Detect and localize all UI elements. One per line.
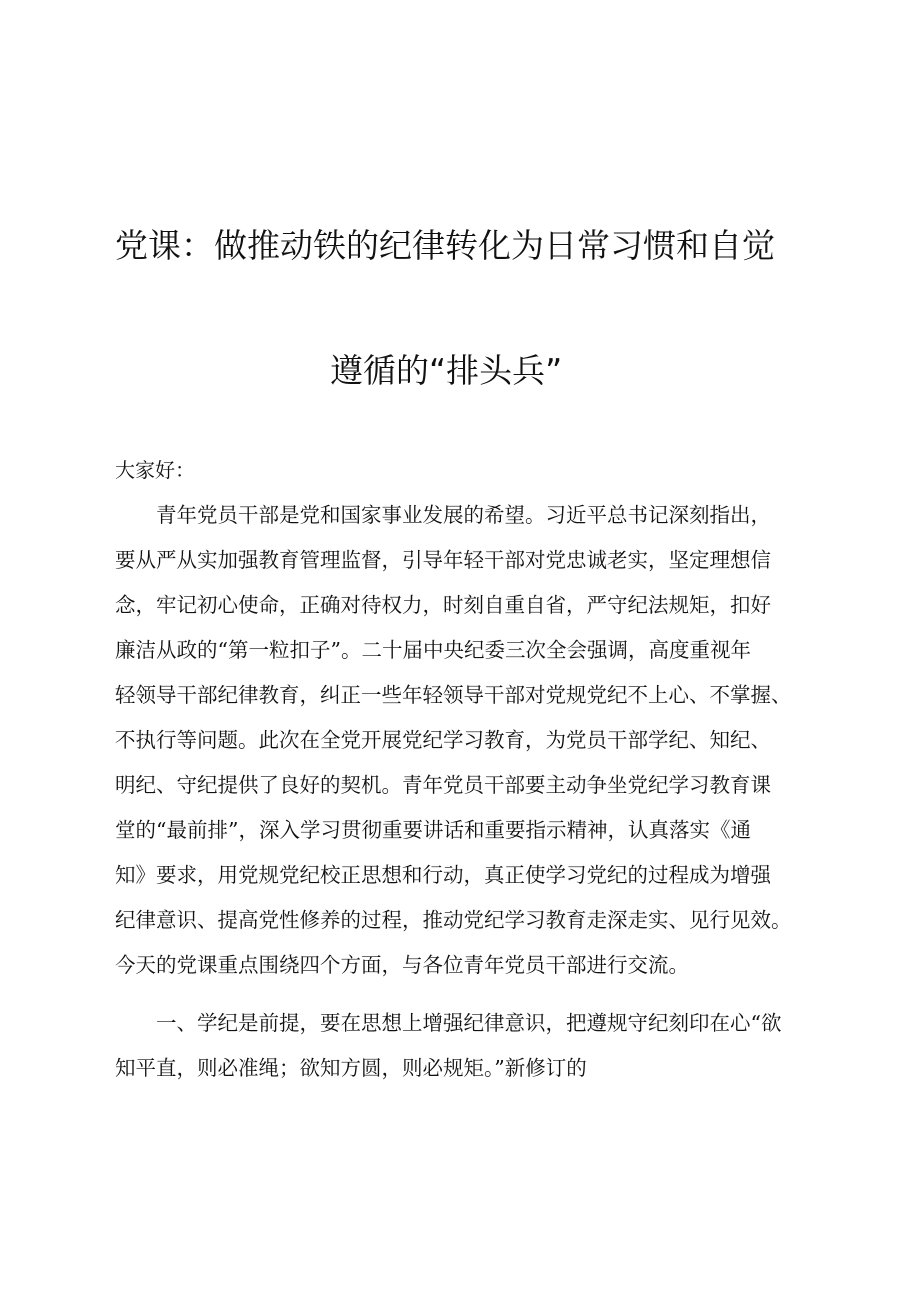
greeting-text: 大家好：	[115, 458, 195, 482]
paragraph-1-line: 纪律意识、提高党性修养的过程，推动党纪学习教育走深走实、见行见效。	[115, 908, 792, 932]
paragraph-1-line: 知》要求，用党规党纪校正思想和行动，真正使学习党纪的过程成为增强	[115, 863, 771, 887]
paragraph-1-line: 今天的党课重点围绕四个方面，与各位青年党员干部进行交流。	[115, 953, 689, 977]
paragraph-1-line: 廉洁从政的“第一粒扣子”。二十届中央纪委三次全会强调，高度重视年	[115, 638, 751, 662]
paragraph-1-line: 轻领导干部纪律教育，纠正一些年轻领导干部对党规党纪不上心、不掌握、	[115, 683, 792, 707]
document-title-line-1: 党课：做推动铁的纪律转化为日常习惯和自觉	[115, 226, 775, 265]
paragraph-1-line: 不执行等问题。此次在全党开展党纪学习教育，为党员干部学纪、知纪、	[115, 728, 771, 752]
paragraph-2-line: 一、学纪是前提，要在思想上增强纪律意识，把遵规守纪刻印在心“欲	[115, 1011, 782, 1035]
document-title-line-2: 遵循的“排头兵”	[330, 351, 563, 390]
paragraph-2-line: 知平直，则必准绳；欲知方圆，则必规矩。”新修订的	[115, 1056, 587, 1080]
paragraph-1-line: 要从严从实加强教育管理监督，引导年轻干部对党忠诚老实，坚定理想信	[115, 548, 771, 572]
paragraph-1-line: 堂的“最前排”，深入学习贯彻重要讲话和重要指示精神，认真落实《通	[115, 818, 751, 842]
paragraph-1-line: 明纪、守纪提供了良好的契机。青年党员干部要主动争坐党纪学习教育课	[115, 773, 771, 797]
paragraph-1-line: 念，牢记初心使命，正确对待权力，时刻自重自省，严守纪法规矩，扣好	[115, 593, 771, 617]
paragraph-1-line: 青年党员干部是党和国家事业发展的希望。习近平总书记深刻指出，	[115, 503, 771, 527]
